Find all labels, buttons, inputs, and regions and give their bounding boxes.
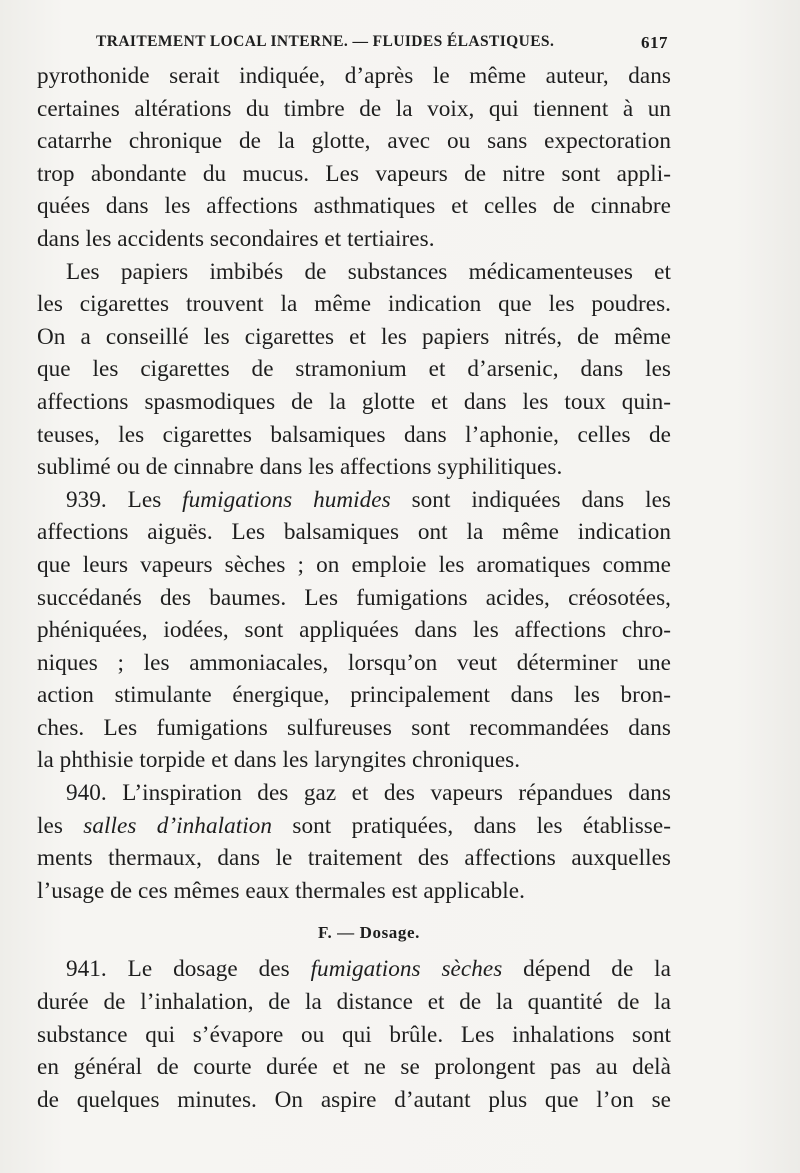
text-run: que leurs vapeurs sèches ; on emploie les aromatiques comme [37,551,671,578]
text-line [37,1084,671,1117]
text-line [37,125,671,158]
text-run: sont pratiquées, dans les établisse- [272,812,671,839]
text-line [37,288,671,321]
italic-text: salles d’inhalation [83,812,273,839]
text-run: les [37,812,84,839]
text-line [37,647,671,680]
text-line [37,1019,671,1052]
text-line [37,953,671,986]
text-line [37,614,671,647]
text-line [37,1051,671,1084]
text-run: ments thermaux, dans le traitement des affections auxquelles [37,845,671,872]
text-run: pyrothonide serait indiquée, d’après le même auteur, dans [37,63,671,89]
text-run: l’usage de ces mêmes eaux thermales est applicable. [37,877,525,904]
text-run: les cigarettes trouvent la même indication que les poudres. [37,291,671,318]
text-line [37,744,671,777]
text-line [37,582,671,615]
text-run: certaines altérations du timbre de la voix, qui tiennent à un [37,95,671,122]
text-run: Les [106,486,183,513]
text-run: sont indiquées dans les [390,486,671,513]
text-line [37,93,671,126]
paragraphs-before-heading [37,60,671,907]
text-run: affections aiguës. Les balsamiques ont la même indication [37,519,671,546]
text-line [37,386,671,419]
paragraph-number: 941. [66,956,107,983]
text-run: quées dans les affections asthmatiques et celles de cinnabre [37,193,671,220]
text-run: la phthisie torpide et dans les laryngites chroniques. [37,747,521,774]
text-run: Le dosage des [106,956,311,983]
text-line [37,190,671,223]
text-run: action stimulante énergique, principalement dans les bron- [37,682,671,709]
italic-text: fumigations humides [182,486,391,513]
text-run: que les cigarettes de stramonium et d’arsenic, dans les [37,356,671,383]
text-run: en général de courte durée et ne se prolongent pas au delà [37,1054,671,1081]
running-head: TRAITEMENT LOCAL INTERNE. — FLUIDES ÉLASTIQUES. [96,33,555,50]
page-number: 617 [641,33,668,52]
text-run: affections spasmodiques de la glotte et dans les toux quin- [37,388,671,415]
text-line [37,321,671,354]
text-run: durée de l’inhalation, de la distance et de la quantité de la [37,989,671,1016]
text-run: sublimé ou de cinnabre dans les affections syphilitiques. [37,454,563,481]
page-header [40,30,668,56]
text-run: On a conseillé les cigarettes et les papiers nitrés, de même [37,323,671,350]
text-line [37,810,671,843]
text-run: succédanés des baumes. Les fumigations acides, créosotées, [37,584,671,611]
text-run: substance qui s’évapore ou qui brûle. Les inhalations sont [37,1021,671,1048]
text-run: teuses, les cigarettes balsamiques dans l’aphonie, celles de [37,421,671,448]
text-line [37,419,671,452]
paragraph-number: 940. [66,780,107,807]
text-line [37,158,671,191]
text-line [37,484,671,517]
text-line [37,223,671,256]
text-run: trop abondante du mucus. Les vapeurs de nitre sont appli- [37,160,671,187]
text-run: dans les accidents secondaires et tertiaires. [37,225,435,252]
text-line [37,679,671,712]
text-line [37,353,671,386]
text-run: de quelques minutes. On aspire d’autant plus que l’on se [37,1086,671,1113]
text-line [37,712,671,745]
text-line [37,60,671,93]
text-line [37,842,671,875]
text-line [37,451,671,484]
text-line [37,516,671,549]
text-run: niques ; les ammoniacales, lorsqu’on veut déterminer une [37,649,671,676]
text-line [37,875,671,908]
text-line [37,777,671,810]
text-run: phéniquées, iodées, sont appliquées dans les affections chro- [37,617,671,644]
text-run: ches. Les fumigations sulfureuses sont recommandées dans [37,714,671,741]
text-run: catarrhe chronique de la glotte, avec ou sans expectoration [37,128,671,155]
paragraphs-after-heading [37,953,671,1116]
paragraph-number: 939. [66,486,107,513]
text-line [37,986,671,1019]
section-heading: F. — Dosage. [318,923,420,943]
text-line [37,549,671,582]
text-run: L’inspiration des gaz et des vapeurs répandues dans [106,780,671,807]
text-run: Les papiers imbibés de substances médicamenteuses et [66,258,671,285]
text-line [37,256,671,289]
text-run: dépend de la [502,956,671,983]
italic-text: fumigations sèches [310,956,503,983]
body-text [37,60,671,1116]
